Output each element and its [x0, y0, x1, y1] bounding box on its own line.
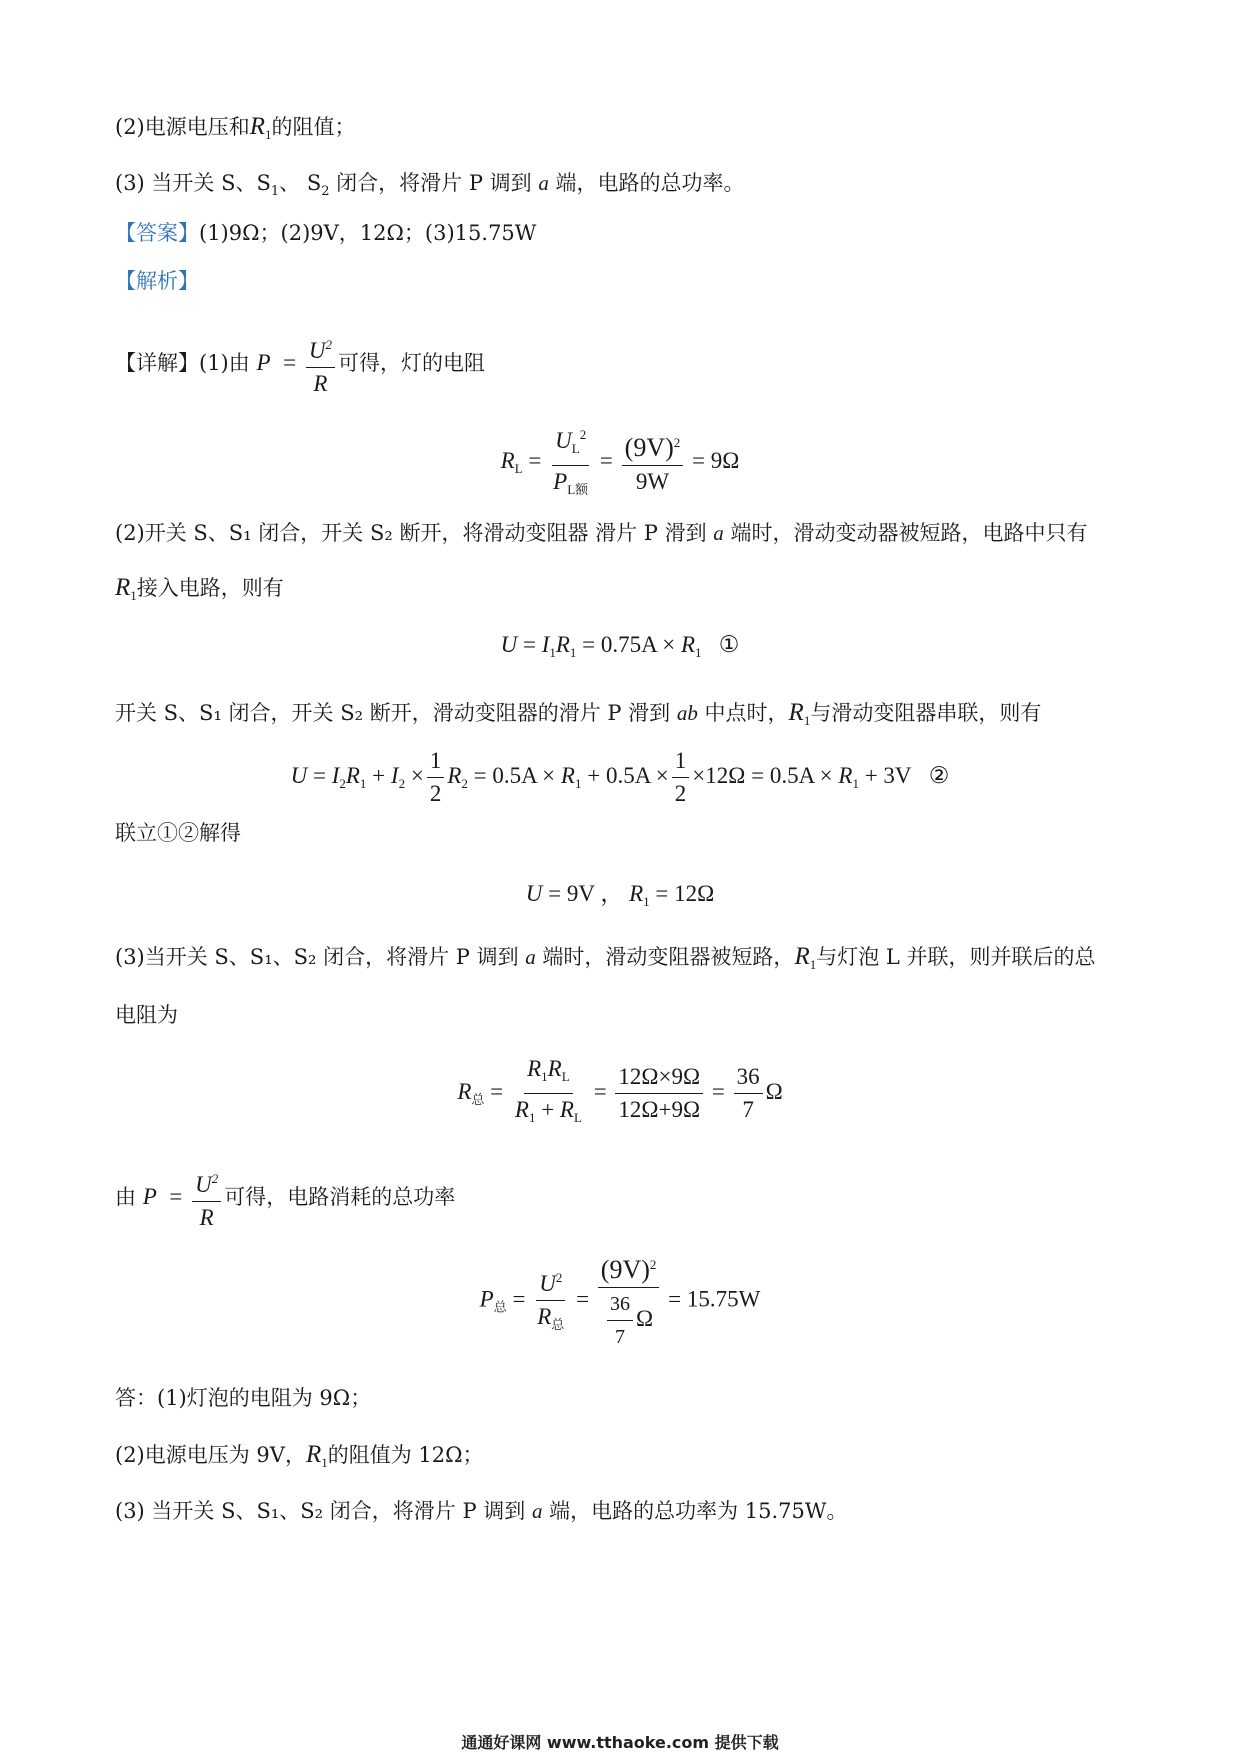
question-3: (3) 当开关 S、$S_1$、 $S_2$ 闭合，将滑片 P 调到 a 端，电路的总功率。 — [115, 171, 745, 199]
equation-p-total: $P_总$ = $\frac{U^2}{R_总}$ = $(9V)^2$ $\frac{36}{7}$ Ω = 15.75W — [0, 1250, 1240, 1352]
equation-1: $U = I_1R_1 = 0.75A \times R_1$ ① — [500, 632, 740, 660]
r1-symbol: $R_1$ — [115, 574, 137, 603]
formula-p-u2-r: P = $\frac{U^2}{R}$ — [256, 350, 338, 375]
p3-pre: 开关 S、S₁ 闭合，开关 S₂ 断开，滑动变阻器的滑片 P 滑到 — [115, 701, 677, 725]
final-answer-2 — [115, 1440, 484, 1478]
p2-line1: (2)开关 S、S₁ 闭合，开关 S₂ 断开，将滑动变阻器 滑片 P 滑到 — [115, 521, 714, 545]
p3-mid: 中点时， — [697, 701, 789, 725]
paragraph-6 — [115, 1164, 455, 1233]
paragraph-5 — [115, 942, 1096, 980]
q3-mid2: 闭合，将滑片 P 调到 — [329, 171, 539, 195]
detail-post: 可得，灯的电阻 — [337, 350, 485, 375]
eq3-part2: + 0.5A × — [587, 762, 669, 788]
answer-label: 【答案】 — [115, 221, 199, 245]
p6-pre: 由 — [115, 1184, 136, 1209]
p3-ab: ab — [676, 701, 698, 725]
q2-text: (2)电源电压和 — [115, 115, 250, 139]
eq3-part3: ×12Ω = 0.5A × — [692, 762, 833, 788]
eq5-den3: 7 — [742, 1097, 754, 1122]
answer-text: (1)9Ω；(2)9V，12Ω；(3)15.75W — [199, 221, 537, 245]
q3-pre: (3) 当开关 S、S — [115, 171, 271, 195]
equation-2: $U = I_2R_1 + I_2$ × $\frac{1}{2}$ $R_2 = 0.5A \times R_1 + 0.5A$ × $\frac{1}{2}$ $\times 12\Omega = 0.5A \times R_1 + 3V$ ② — [290, 748, 950, 806]
equation-rl: $R_L$ = $\frac{U_L^2}{P_{L额}}$ = $\frac{(9V)^2}{9W}$ = 9Ω — [0, 420, 1240, 505]
eq6-num2: (9V) — [600, 1255, 650, 1284]
paragraph-3 — [115, 698, 1041, 736]
answer-line — [115, 218, 536, 248]
p5-pre: (3)当开关 S、S₁、S₂ 闭合，将滑片 P 调到 — [115, 945, 526, 969]
paragraph-5b — [115, 1000, 178, 1030]
eq6-den2-den: 7 — [615, 1326, 626, 1348]
p2-line2-post: 接入电路，则有 — [136, 576, 284, 600]
r1-symbol: $R_1$ — [249, 113, 272, 142]
paragraph-2b — [115, 573, 284, 611]
p4-text: 联立①②解得 — [115, 821, 241, 845]
eq1-frac2-den: 9W — [635, 469, 670, 494]
eq5-num3: 36 — [734, 1062, 763, 1094]
eq1-num-sub: L — [571, 441, 580, 456]
eq5-num2: 12Ω×9Ω — [615, 1062, 703, 1094]
p5-a: a — [525, 945, 536, 969]
r1-symbol: $R_1$ — [788, 699, 811, 728]
eq3-mark: ② — [928, 762, 950, 788]
analysis-line — [115, 266, 199, 296]
q3-post: 端，电路的总功率。 — [548, 171, 745, 195]
q2-text-end: 的阻值； — [271, 115, 356, 139]
p5-post: 与灯泡 L 并联，则并联后的总 — [816, 945, 1096, 969]
ans3-post: 端，电路的总功率为 15.75W。 — [542, 1499, 848, 1523]
p6-post: 可得，电路消耗的总功率 — [224, 1184, 456, 1209]
eq2-mark: ① — [718, 632, 740, 657]
p2-line1-post: 端时，滑动变动器被短路，电路中只有 — [723, 521, 1088, 545]
eq3-part1: = 0.5A × — [473, 762, 556, 788]
eq2-text: = 0.75A × — [582, 632, 676, 657]
p2-a: a — [713, 521, 724, 545]
final-answer-3 — [115, 1496, 848, 1526]
q3-mid1: 、 S — [279, 171, 322, 195]
page-footer: 通通好课网 www.tthaoke.com 提供下载 — [461, 1733, 779, 1752]
eq1-frac2-num: (9V) — [624, 433, 674, 462]
equation-r-total: $R_总$ = $\frac{R_1R_L}{R_1 + R_L}$ = $\frac{12\Omega\times 9\Omega}{12\Omega+9\Omega}$ = $\frac{36}{7}$ Ω — [457, 1056, 783, 1125]
ans2-pre: (2)电源电压为 9V， — [115, 1443, 306, 1467]
eq6-result: = 15.75W — [668, 1286, 761, 1312]
eq1-num: U — [555, 428, 572, 453]
detail-line — [115, 330, 485, 399]
detail-label: 【详解】 — [115, 350, 199, 375]
final-answer-1 — [115, 1383, 371, 1413]
r1-symbol: $R_1$ — [794, 943, 817, 972]
eq1-den: P — [553, 469, 568, 494]
p3-post: 与滑动变阻器串联，则有 — [810, 701, 1042, 725]
p5-mid: 端时，滑动变阻器被短路， — [535, 945, 795, 969]
eq4-u: = 9V ， — [548, 881, 624, 906]
eq1-den-sub: L额 — [567, 482, 589, 497]
paragraph-2 — [115, 518, 1087, 548]
formula-p-u2-r-2: P = $\frac{U^2}{R}$ — [143, 1184, 225, 1209]
detail-pre: (1)由 — [199, 350, 250, 375]
question-2 — [115, 112, 356, 150]
ans3-a: a — [531, 1499, 543, 1523]
q3-a: a — [538, 171, 549, 195]
analysis-label: 【解析】 — [115, 269, 199, 293]
eq5-unit: Ω — [765, 1078, 783, 1104]
ans1-text: 答：(1)灯泡的电阻为 9Ω； — [115, 1386, 372, 1410]
paragraph-4 — [115, 818, 241, 848]
eq6-unit: Ω — [636, 1305, 654, 1331]
ans3-pre: (3) 当开关 S、S₁、S₂ 闭合，将滑片 P 调到 — [115, 1499, 532, 1523]
eq6-den2-num: 36 — [607, 1289, 633, 1321]
equation-solution: U = 9V ， $R_1 = 12\Omega$ — [525, 881, 715, 909]
p5-line2: 电阻为 — [115, 1003, 178, 1027]
eq1-lhs-sub: L — [514, 460, 523, 476]
eq3-part4: + 3V — [864, 762, 912, 788]
eq5-den2: 12Ω+9Ω — [618, 1097, 701, 1122]
eq4-r: = 12Ω — [655, 881, 715, 906]
r1-symbol: $R_1$ — [305, 1441, 328, 1470]
eq1-result: = 9Ω — [692, 447, 740, 473]
ans2-post: 的阻值为 12Ω； — [327, 1443, 484, 1467]
eq1-lhs: R — [500, 447, 515, 473]
